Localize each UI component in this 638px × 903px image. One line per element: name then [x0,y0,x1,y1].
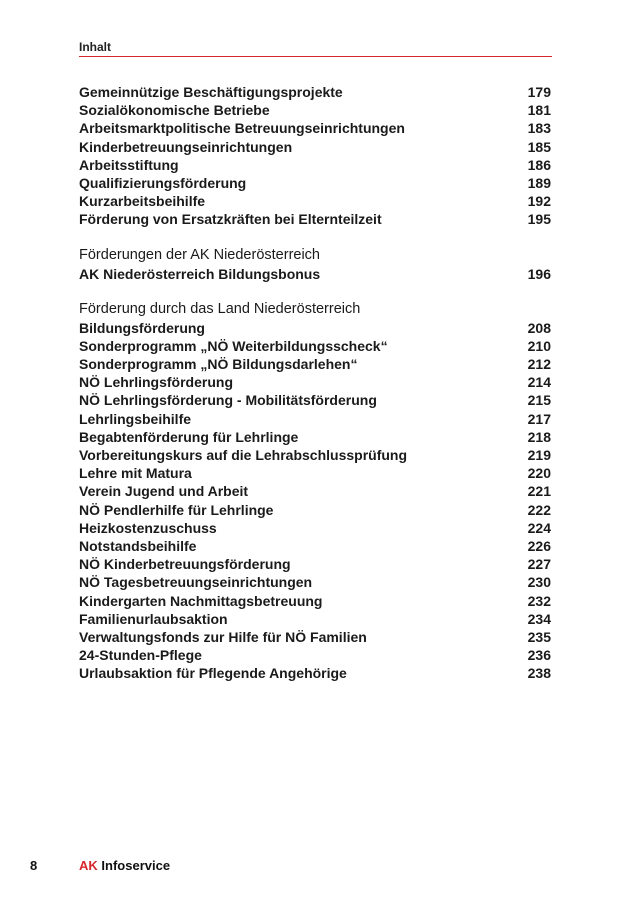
toc-entry-label: Sonderprogramm „NÖ Bildungsdarlehen“ [79,356,358,373]
toc-entry-label: Sozialökonomische Betriebe [79,102,270,119]
toc-entry[interactable] [79,628,551,646]
toc-entry-label: Verwaltungsfonds zur Hilfe für NÖ Familien [79,628,367,645]
toc-entry-label: Verein Jugend und Arbeit [79,483,249,500]
toc-entry-page: 212 [527,356,551,373]
brand-name: Infoservice [101,858,171,873]
toc-entry-page: 217 [527,410,551,427]
toc-entry[interactable] [79,501,551,519]
toc-entry-page: 218 [527,428,551,445]
table-of-contents [79,83,551,698]
toc-entry-label: Lehrlingsbeihilfe [79,410,192,427]
toc-entry[interactable] [79,156,551,174]
toc-entry[interactable] [79,482,551,500]
toc-group-arbeitsmarkt [79,83,551,229]
toc-entry-page: 234 [527,610,551,627]
toc-entry-label: Familienurlaubsaktion [79,610,228,627]
toc-entry[interactable] [79,101,551,119]
toc-entry-page: 224 [527,519,551,536]
toc-entry-label: Arbeitsmarktpolitische Betreuungseinrichtungen [79,120,405,137]
toc-entry[interactable] [79,555,551,573]
toc-entry-page: 230 [527,574,551,591]
toc-entry[interactable] [79,337,551,355]
toc-entry-page: 226 [527,537,551,554]
toc-entry-page: 186 [527,156,551,173]
toc-group-ak-niederoesterreich [79,245,551,283]
toc-entry[interactable] [79,265,551,283]
toc-entry-label: Urlaubsaktion für Pflegende Angehörige [79,665,347,682]
toc-entry-label: Sonderprogramm „NÖ Weiterbildungsscheck“ [79,337,388,354]
toc-entry[interactable] [79,355,551,373]
toc-entry-label: Heizkostenzuschuss [79,519,217,536]
toc-group-land-niederoesterreich [79,299,551,683]
toc-entry-label: Begabtenförderung für Lehrlinge [79,428,299,445]
header-divider [79,56,552,57]
toc-entry-label: NÖ Kinderbetreuungsförderung [79,556,291,573]
page-number: 8 [30,858,38,873]
toc-entry-label: Notstandsbeihilfe [79,537,197,554]
toc-entry-page: 183 [527,120,551,137]
toc-entry-page: 227 [527,556,551,573]
toc-entry[interactable] [79,519,551,537]
toc-entry-page: 235 [527,628,551,645]
toc-entry-page: 220 [527,465,551,482]
toc-entry[interactable] [79,83,551,101]
toc-entry-page: 232 [527,592,551,609]
toc-entry-page: 222 [527,501,551,518]
toc-entry-page: 192 [527,193,551,210]
toc-entry-label: NÖ Pendlerhilfe für Lehrlinge [79,501,274,518]
toc-entry-label: Gemeinnützige Beschäftigungsprojekte [79,84,343,100]
toc-entry-page: 221 [527,483,551,500]
toc-entry[interactable] [79,174,551,192]
toc-entry-page: 208 [527,319,551,336]
toc-entry-page: 238 [527,665,551,682]
toc-entry-label: Vorbereitungskurs auf die Lehrabschlussprüfung [79,447,408,463]
footer-brand [79,858,170,873]
toc-entry-page: 215 [527,392,551,409]
toc-entry-page: 214 [527,374,551,391]
toc-entry-label: 24-Stunden-Pflege [79,647,202,664]
toc-entry[interactable] [79,119,551,137]
toc-entry[interactable] [79,373,551,391]
toc-entry[interactable] [79,138,551,156]
toc-entry[interactable] [79,410,551,428]
toc-entry[interactable] [79,610,551,628]
toc-entry-page: 185 [527,138,551,155]
toc-entry[interactable] [79,537,551,555]
toc-entry-page: 236 [527,647,551,664]
toc-entry[interactable] [79,664,551,682]
toc-entry[interactable] [79,391,551,409]
toc-entry-page: 189 [527,174,551,191]
toc-entry-label: Qualifizierungsförderung [79,174,247,191]
toc-entry-page: 210 [527,337,551,354]
toc-entry-label: Lehre mit Matura [79,465,192,482]
toc-group-title: Förderung durch das Land Niederösterreich [79,300,361,317]
toc-entry[interactable] [79,428,551,446]
toc-entry[interactable] [79,646,551,664]
toc-entry-label: NÖ Lehrlingsförderung [79,374,233,391]
toc-entry-page: 181 [527,102,551,119]
toc-entry-label: Arbeitsstiftung [79,156,179,173]
toc-entry-page: 179 [527,84,551,100]
toc-entry[interactable] [79,573,551,591]
toc-entry-label: Kinderbetreuungseinrichtungen [79,138,293,155]
toc-entry-label: NÖ Lehrlingsförderung - Mobilitätsförderung [79,392,377,409]
brand-ak: AK [79,858,98,873]
toc-entry[interactable] [79,464,551,482]
toc-entry-page: 219 [527,447,551,463]
toc-entry-page: 195 [527,211,551,228]
toc-entry[interactable] [79,192,551,210]
toc-entry[interactable] [79,446,551,464]
toc-group-title: Förderungen der AK Niederösterreich [79,246,320,263]
toc-entry[interactable] [79,319,551,337]
toc-entry-page: 196 [527,265,551,282]
toc-entry[interactable] [79,592,551,610]
section-header: Inhalt [79,40,111,54]
toc-entry-label: AK Niederösterreich Bildungsbonus [79,265,321,282]
toc-entry-label: Förderung von Ersatzkräften bei Elternteilzeit [79,211,382,228]
toc-entry-label: NÖ Tagesbetreuungseinrichtungen [79,574,313,591]
toc-entry-label: Kurzarbeitsbeihilfe [79,193,206,210]
toc-entry[interactable] [79,210,551,228]
toc-entry-label: Bildungsförderung [79,319,205,336]
toc-entry-label: Kindergarten Nachmittagsbetreuung [79,592,323,609]
